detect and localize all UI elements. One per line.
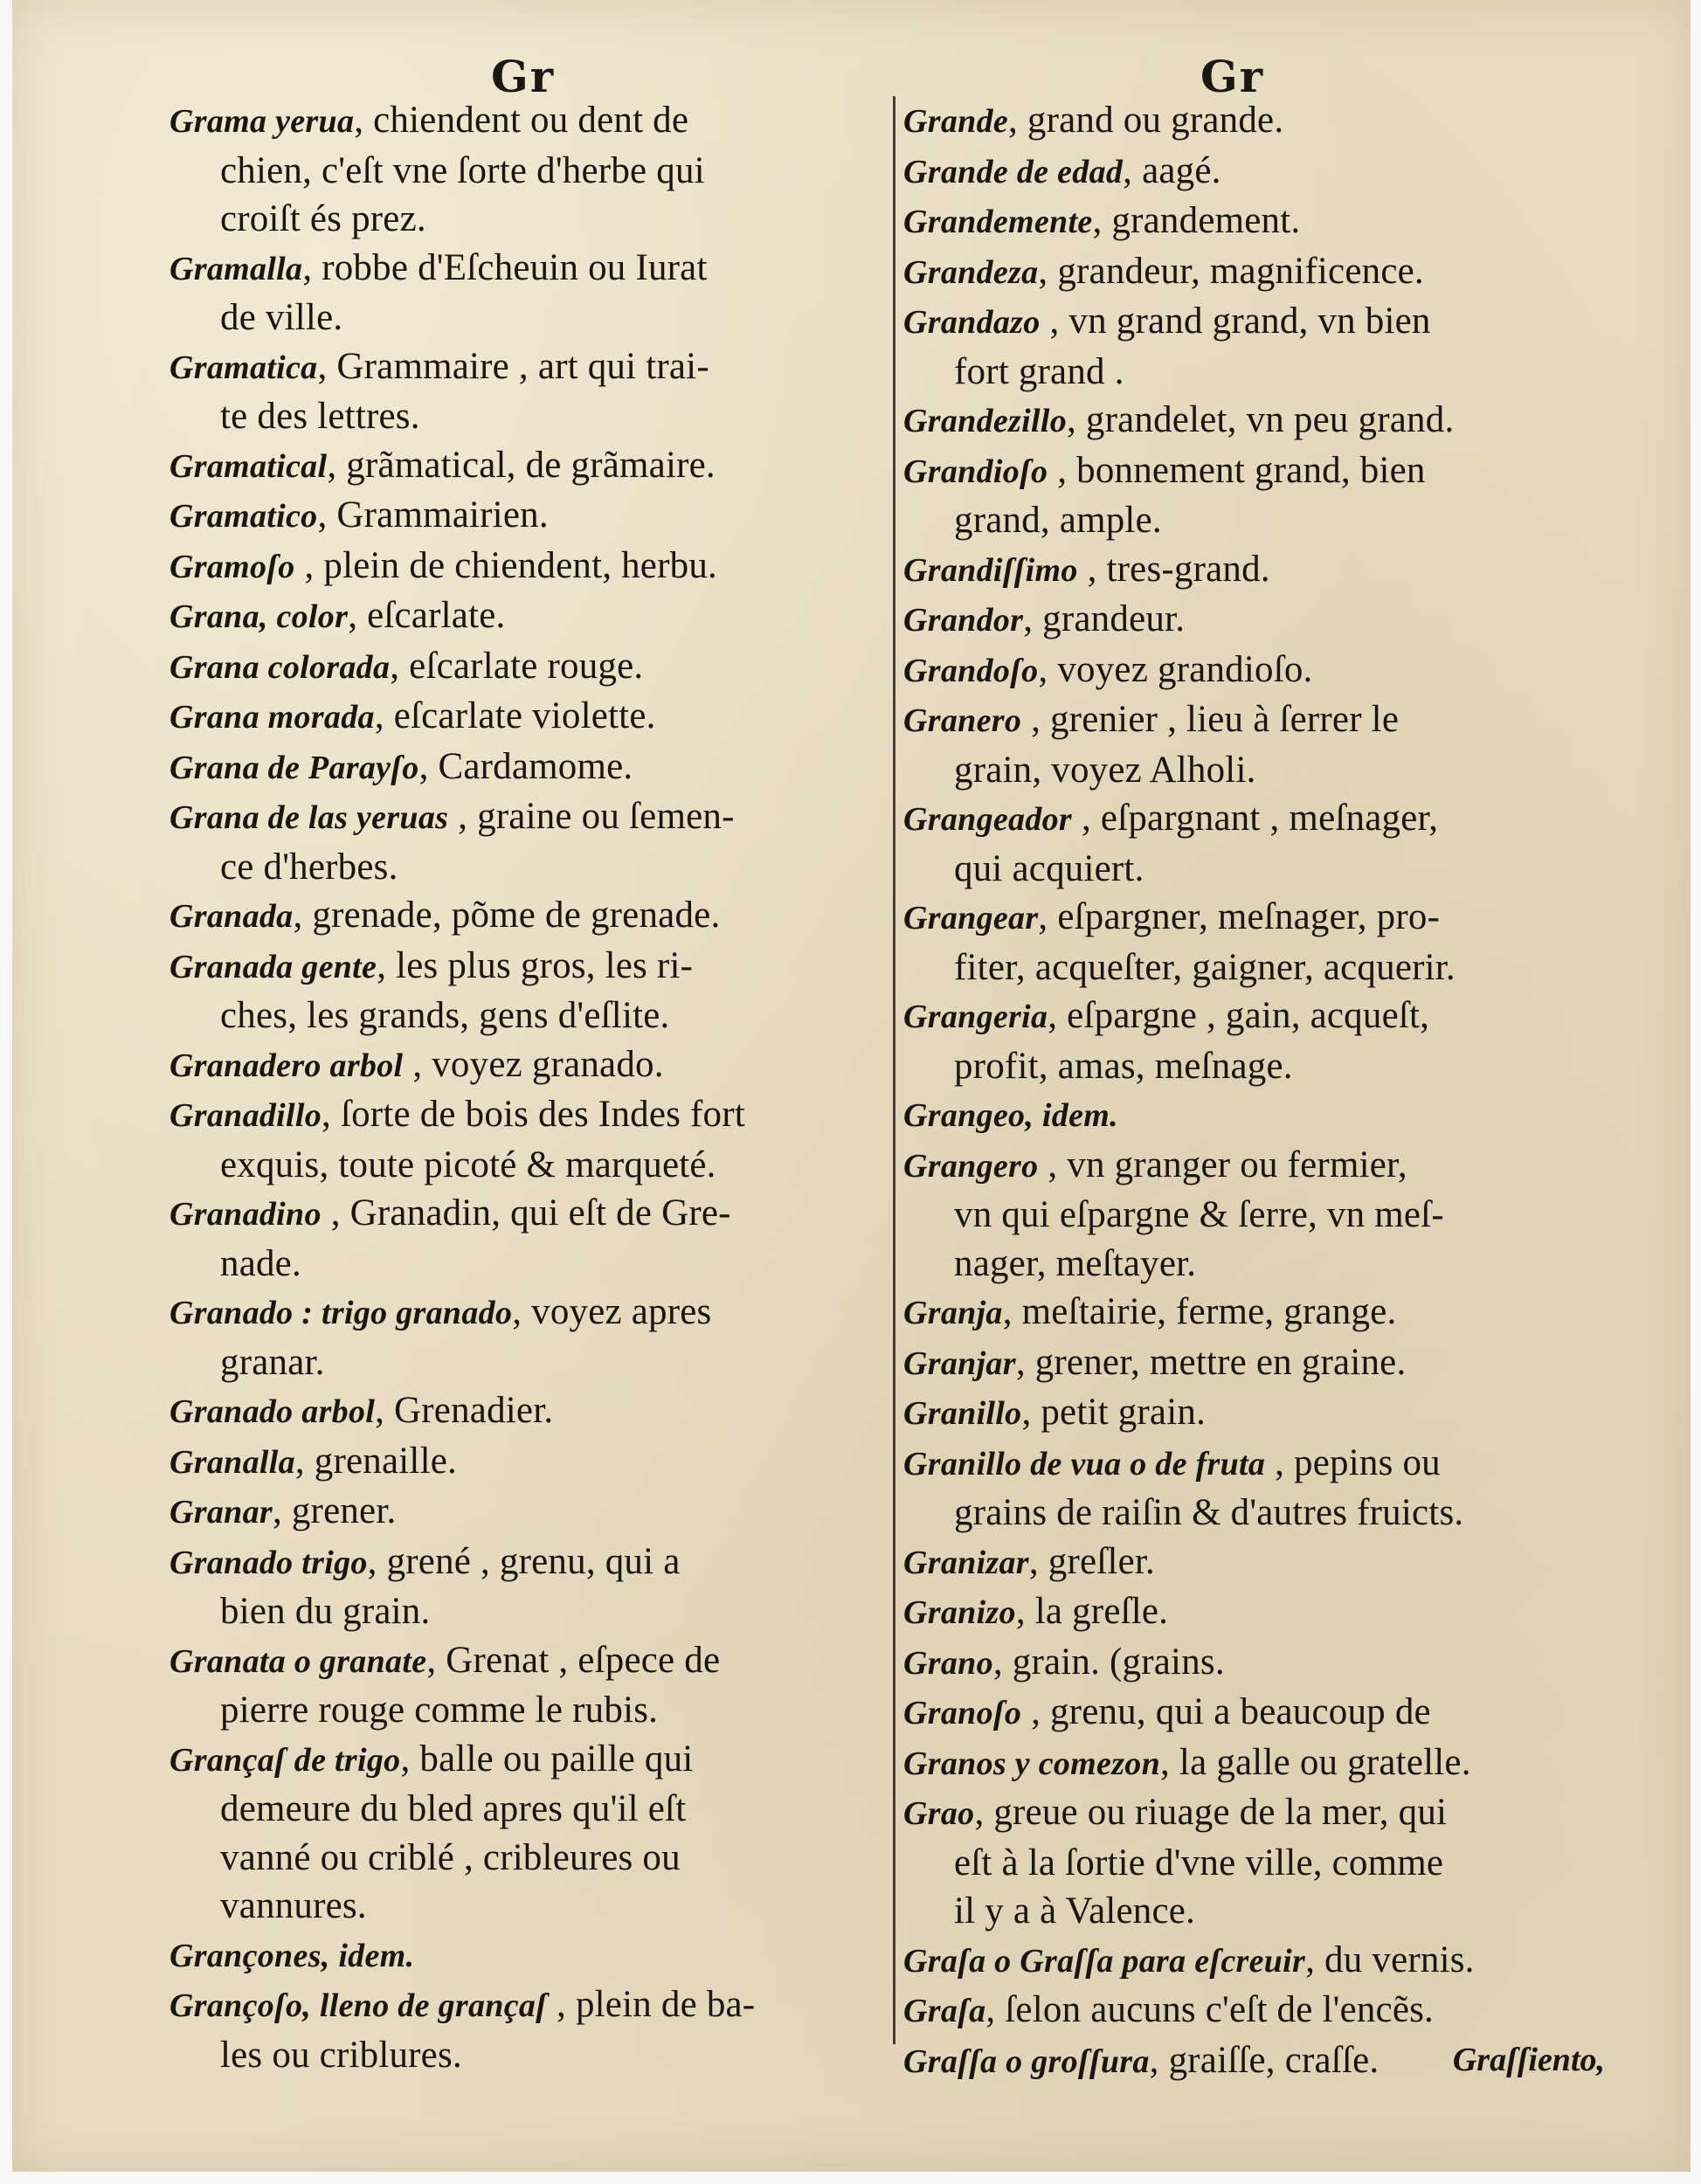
dictionary-entry-line xyxy=(903,992,1615,1042)
dictionary-entry-line xyxy=(169,1636,884,1687)
dictionary-entry-line xyxy=(903,1887,1615,1936)
entry-gloss: ce d'herbes. xyxy=(220,846,398,888)
dictionary-entry-line xyxy=(169,1785,884,1834)
entry-gloss: qui acquiert. xyxy=(954,847,1144,889)
entry-gloss: nade. xyxy=(220,1242,301,1284)
entry-headword: Granadero arbol xyxy=(169,1047,404,1084)
dictionary-entry-line xyxy=(903,1042,1615,1091)
dictionary-entry-line xyxy=(169,1538,884,1588)
dictionary-entry-line xyxy=(169,1040,884,1091)
dictionary-entry-line xyxy=(169,491,884,542)
entry-gloss: granar. xyxy=(220,1341,325,1383)
entry-headword: Granizar xyxy=(903,1544,1029,1581)
dictionary-entry-line xyxy=(169,1686,884,1735)
dictionary-entry-line xyxy=(903,1986,1615,2036)
dictionary-entry-line xyxy=(903,1090,1615,1141)
entry-gloss: , les plus gros, les ri- xyxy=(377,944,694,986)
entry-gloss: , vn grand grand, vn bien xyxy=(1040,301,1431,342)
dictionary-entry-line xyxy=(903,695,1615,746)
entry-gloss: , Grammaire , art qui trai- xyxy=(317,345,709,387)
dictionary-entry-line xyxy=(903,1338,1615,1389)
dictionary-entry-line xyxy=(903,595,1615,646)
entry-gloss: vannures. xyxy=(220,1885,367,1926)
dictionary-entry-line xyxy=(169,1834,884,1883)
entry-gloss: , voyez granado. xyxy=(403,1043,664,1085)
entry-gloss: de ville. xyxy=(220,297,343,338)
right-column xyxy=(903,96,1615,2086)
entry-headword: Granadillo xyxy=(169,1097,322,1134)
running-head-left: Gr xyxy=(491,51,556,102)
entry-gloss: , ſelon aucuns c'eſt de l'encẽs. xyxy=(985,1989,1435,2030)
entry-gloss: croiſt és prez. xyxy=(220,198,426,239)
dictionary-entry-line xyxy=(169,891,884,942)
dictionary-entry-line xyxy=(169,1090,884,1141)
dictionary-entry-line xyxy=(903,1688,1615,1738)
entry-gloss: , Grammairien. xyxy=(317,494,549,536)
entry-headword: Graſſa o groſſura xyxy=(903,2042,1150,2080)
entry-gloss: , grené , grenu, qui a xyxy=(367,1540,681,1582)
entry-headword: Grandioſo xyxy=(903,453,1048,490)
dictionary-entry-line xyxy=(169,392,884,441)
entry-headword: Gramatica xyxy=(169,349,318,386)
entry-headword: Grana, color xyxy=(169,598,349,635)
entry-gloss: , balle ou paille qui xyxy=(400,1738,694,1780)
entry-gloss: fiter, acqueſter, gaigner, acquerir. xyxy=(954,946,1456,988)
dictionary-entry-line xyxy=(903,1788,1615,1839)
dictionary-entry-line xyxy=(903,545,1615,596)
dictionary-entry-line xyxy=(169,1980,884,2031)
entry-gloss: , petit grain. xyxy=(1021,1392,1207,1433)
entry-headword: Grana de Parayſo xyxy=(169,749,419,786)
entry-gloss: vanné ou criblé , cribleures ou xyxy=(220,1836,681,1878)
entry-headword: Granalla xyxy=(169,1443,295,1481)
dictionary-entry-line xyxy=(903,1141,1615,1192)
dictionary-entry-line xyxy=(903,197,1615,247)
dictionary-entry-line xyxy=(169,942,884,992)
entry-gloss: , grener. xyxy=(272,1490,397,1531)
entry-gloss: te des lettres. xyxy=(220,396,420,437)
entry-headword: Grandemente xyxy=(903,204,1093,240)
entry-gloss: , greſler. xyxy=(1028,1540,1155,1582)
dictionary-entry-line xyxy=(903,1489,1615,1538)
dictionary-entry-line xyxy=(903,1288,1615,1338)
dictionary-entry-line xyxy=(169,743,884,793)
entry-gloss: vn qui eſpargne & ſerre, vn meſ- xyxy=(954,1194,1444,1235)
entry-headword: Granja xyxy=(903,1295,1003,1331)
entry-headword: Granado : trigo granado xyxy=(169,1295,513,1331)
dictionary-entry-line xyxy=(169,1437,884,1488)
entry-headword: Grandezillo xyxy=(903,403,1067,439)
entry-headword: Grandiſſimo xyxy=(903,551,1078,589)
entry-headword: Grangeo, idem. xyxy=(903,1097,1118,1134)
entry-gloss: , grenier , lieu à ſerrer le xyxy=(1021,699,1400,740)
entry-headword: Grandazo xyxy=(903,304,1041,341)
entry-gloss: il y a à Valence. xyxy=(954,1890,1196,1932)
entry-gloss: les ou criblures. xyxy=(220,2034,462,2076)
entry-headword: Grana colorada xyxy=(169,648,391,686)
entry-headword: Grangeador xyxy=(903,801,1073,838)
dictionary-entry-line xyxy=(169,1240,884,1289)
running-head-right: Gr xyxy=(1200,51,1265,102)
dictionary-entry-line xyxy=(169,2031,884,2080)
entry-gloss: , aagé. xyxy=(1123,149,1221,191)
entry-gloss: , grain. (grains. xyxy=(992,1641,1225,1683)
left-column xyxy=(169,96,884,2079)
entry-gloss: grand, ample. xyxy=(954,500,1162,541)
entry-headword: Grana de las yeruas xyxy=(169,799,449,836)
entry-headword: Grandoſo xyxy=(903,652,1039,689)
entry-gloss: , meſtairie, ferme, grange. xyxy=(1002,1291,1397,1332)
entry-headword: Granar xyxy=(169,1494,273,1531)
entry-gloss: , grãmatical, de grãmaire. xyxy=(327,444,716,486)
dictionary-entry-line xyxy=(903,446,1615,497)
entry-gloss: , graine ou ſemen- xyxy=(448,796,735,837)
entry-gloss: , greue ou riuage de la mer, qui xyxy=(974,1792,1448,1833)
entry-gloss: , eſcarlate. xyxy=(348,595,506,636)
entry-gloss: , du vernis. xyxy=(1305,1939,1475,1980)
entry-headword: Grançaſ de trigo xyxy=(169,1741,401,1779)
dictionary-entry-line xyxy=(903,1587,1615,1638)
dictionary-entry-line xyxy=(903,1388,1615,1439)
entry-gloss: grain, voyez Alholi. xyxy=(954,749,1256,791)
entry-gloss: , ſorte de bois des Indes fort xyxy=(322,1094,745,1135)
dictionary-entry-line xyxy=(903,794,1615,845)
catchword: Graſſiento, xyxy=(1452,2042,1605,2078)
dictionary-entry-line xyxy=(903,1439,1615,1489)
entry-gloss: exquis, toute picoté & marqueté. xyxy=(220,1144,716,1185)
dictionary-entry-line xyxy=(169,342,884,393)
entry-gloss: eſt à la ſortie d'vne ville, comme xyxy=(954,1842,1444,1883)
entry-gloss: nager, meſtayer. xyxy=(954,1242,1197,1284)
entry-gloss: , grenade, põme de grenade. xyxy=(293,895,721,936)
dictionary-entry-line xyxy=(903,845,1615,894)
entry-gloss: pierre rouge comme le rubis. xyxy=(220,1690,659,1731)
entry-headword: Grangero xyxy=(903,1147,1039,1185)
entry-gloss: , chiendent ou dent de xyxy=(354,100,689,141)
entry-headword: Grandor xyxy=(903,602,1024,639)
dictionary-entry-line xyxy=(169,843,884,892)
entry-gloss: , bonnement grand, bien xyxy=(1048,449,1426,491)
entry-gloss: chien, c'eſt vne ſorte d'herbe qui xyxy=(220,149,705,191)
dictionary-entry-line xyxy=(169,1587,884,1636)
entry-gloss: bien du grain. xyxy=(220,1591,431,1632)
entry-gloss: , plein de chiendent, herbu. xyxy=(294,544,717,586)
dictionary-entry-line xyxy=(903,496,1615,545)
dictionary-entry-line xyxy=(169,642,884,693)
entry-headword: Grao xyxy=(903,1795,975,1832)
entry-headword: Grano xyxy=(903,1644,993,1682)
entry-gloss: , grandement. xyxy=(1092,200,1301,241)
entry-headword: Gramatico xyxy=(169,498,318,535)
entry-gloss: grains de raiſin & d'autres fruicts. xyxy=(954,1492,1464,1533)
entry-gloss: , plein de ba- xyxy=(547,1984,756,2025)
entry-headword: Granoſo xyxy=(903,1695,1022,1731)
entry-headword: Granillo xyxy=(903,1395,1022,1432)
entry-gloss: , la greſle. xyxy=(1015,1591,1169,1632)
entry-gloss: , la galle ou gratelle. xyxy=(1160,1741,1471,1783)
entry-headword: Grançones, idem. xyxy=(169,1937,415,1974)
entry-gloss: , eſpargne , gain, acqueſt, xyxy=(1048,995,1430,1036)
entry-headword: Grande xyxy=(903,103,1009,140)
entry-gloss: , vn granger ou fermier, xyxy=(1038,1144,1407,1185)
entry-headword: Grangeria xyxy=(903,999,1048,1035)
entry-gloss: demeure du bled apres qu'il eſt xyxy=(220,1788,687,1829)
entry-gloss: , Cardamome. xyxy=(418,745,633,787)
dictionary-entry-line xyxy=(169,1189,884,1240)
dictionary-entry-line xyxy=(169,1386,884,1437)
dictionary-entry-line xyxy=(903,396,1615,446)
entry-gloss: profit, amas, meſnage. xyxy=(954,1045,1293,1087)
dictionary-entry-line xyxy=(903,1638,1615,1689)
dictionary-entry-line xyxy=(903,147,1615,197)
entry-gloss: , eſpargnant , meſnager, xyxy=(1072,798,1439,839)
entry-headword: Gramalla xyxy=(169,250,303,287)
entry-gloss: , grenu, qui a beaucoup de xyxy=(1021,1691,1431,1732)
entry-gloss: , grand ou grande. xyxy=(1008,100,1284,141)
dictionary-entry-line xyxy=(903,1240,1615,1289)
entry-headword: Granada xyxy=(169,898,294,935)
dictionary-entry-line xyxy=(169,542,884,592)
dictionary-entry-line xyxy=(169,1735,884,1786)
entry-gloss: , eſcarlate rouge. xyxy=(390,645,644,687)
entry-gloss: , Grenat , eſpece de xyxy=(426,1639,721,1681)
dictionary-entry-line xyxy=(169,1338,884,1387)
entry-gloss: , voyez apres xyxy=(512,1291,712,1332)
book-page xyxy=(12,0,1691,2172)
dictionary-entry-line xyxy=(903,1538,1615,1588)
entry-headword: Granizo xyxy=(903,1594,1016,1631)
dictionary-entry-line xyxy=(169,1141,884,1190)
entry-gloss: , eſcarlate violette. xyxy=(374,695,656,736)
dictionary-entry-line xyxy=(169,692,884,743)
dictionary-entry-line xyxy=(169,244,884,294)
entry-gloss: , robbe d'Eſcheuin ou Iurat xyxy=(302,246,708,288)
entry-gloss: , voyez grandioſo. xyxy=(1038,648,1313,690)
entry-gloss: , grener, mettre en graine. xyxy=(1015,1341,1407,1383)
dictionary-entry-line xyxy=(903,746,1615,795)
dictionary-entry-line xyxy=(169,792,884,843)
dictionary-entry-line xyxy=(903,1191,1615,1240)
dictionary-entry-line xyxy=(169,992,884,1040)
dictionary-entry-line xyxy=(169,96,884,147)
entry-headword: Granado arbol xyxy=(169,1393,376,1430)
entry-headword: Graſa xyxy=(903,1993,986,2029)
dictionary-entry-line xyxy=(169,1487,884,1538)
entry-headword: Granero xyxy=(903,702,1022,739)
entry-headword: Grançoſo, lleno de grançaſ xyxy=(169,1987,548,2024)
entry-headword: Granata o granate xyxy=(169,1642,427,1680)
entry-headword: Granjar xyxy=(903,1344,1016,1382)
entry-gloss: , eſpargner, meſnager, pro- xyxy=(1038,896,1441,937)
entry-headword: Grangear xyxy=(903,900,1039,936)
entry-gloss: , grenaille. xyxy=(294,1440,457,1482)
dictionary-entry-line xyxy=(903,1936,1615,1987)
entry-gloss: , grandeur, magnificence. xyxy=(1038,250,1424,292)
entry-headword: Grande de edad xyxy=(903,153,1124,190)
entry-gloss: ches, les grands, gens d'eſlite. xyxy=(220,995,670,1036)
dictionary-entry-line xyxy=(169,1882,884,1931)
column-divider xyxy=(893,96,895,2044)
entry-headword: Grama yerua xyxy=(169,103,355,140)
dictionary-entry-line xyxy=(169,195,884,244)
entry-headword: Grana morada xyxy=(169,699,375,736)
entry-headword: Gramoſo xyxy=(169,548,295,585)
dictionary-entry-line xyxy=(903,247,1615,298)
entry-gloss: , Grenadier. xyxy=(375,1390,554,1431)
dictionary-entry-line xyxy=(903,1738,1615,1789)
dictionary-entry-line xyxy=(903,297,1615,348)
entry-headword: Granada gente xyxy=(169,948,377,985)
entry-gloss: , Granadin, qui eſt de Gre- xyxy=(321,1192,731,1234)
dictionary-entry-line xyxy=(903,943,1615,992)
dictionary-entry-line xyxy=(903,893,1615,943)
entry-gloss: fort grand . xyxy=(954,350,1124,392)
entry-headword: Gramatical xyxy=(169,447,328,485)
entry-headword: Granadino xyxy=(169,1196,322,1233)
dictionary-entry-line xyxy=(169,591,884,642)
entry-gloss: , tres-grand. xyxy=(1077,548,1270,590)
entry-headword: Granos y comezon xyxy=(903,1745,1161,1782)
dictionary-entry-line xyxy=(169,441,884,492)
entry-headword: Grandeza xyxy=(903,253,1039,291)
dictionary-entry-line xyxy=(169,1931,884,1981)
dictionary-entry-line xyxy=(903,1839,1615,1888)
entry-gloss: , grandelet, vn peu grand. xyxy=(1067,399,1455,440)
entry-headword: Granillo de vua o de fruta xyxy=(903,1445,1266,1482)
entry-gloss: , grandeur. xyxy=(1023,598,1186,639)
dictionary-entry-line xyxy=(903,96,1615,147)
entry-gloss: , pepins ou xyxy=(1265,1441,1441,1483)
entry-gloss: , graiſſe, craſſe. xyxy=(1149,2039,1379,2081)
entry-headword: Graſa o Graſſa para eſcreuir xyxy=(903,1942,1306,1980)
dictionary-entry-line xyxy=(903,646,1615,696)
dictionary-entry-line xyxy=(169,147,884,196)
dictionary-entry-line xyxy=(903,348,1615,397)
entry-headword: Granado trigo xyxy=(169,1544,368,1581)
dictionary-entry-line xyxy=(169,1288,884,1338)
dictionary-entry-line xyxy=(169,294,884,342)
